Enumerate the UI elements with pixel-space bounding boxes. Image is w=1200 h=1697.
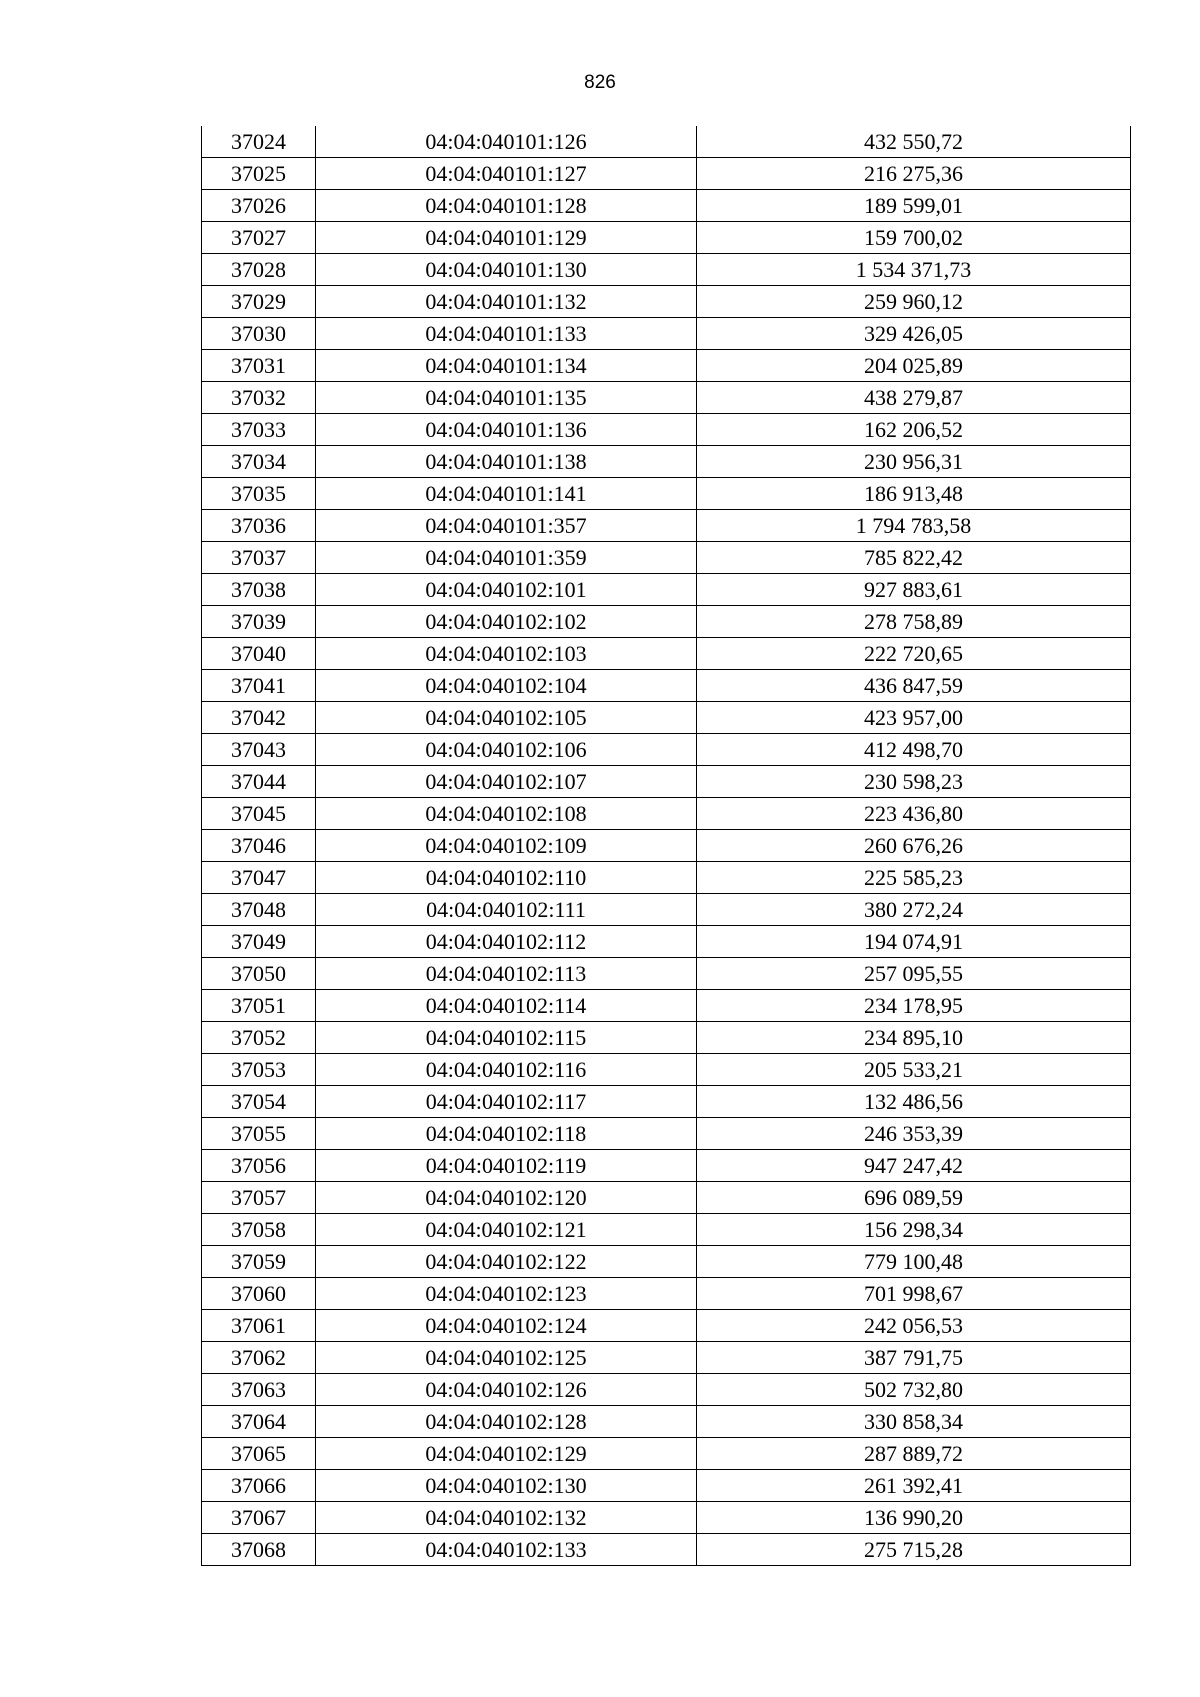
table-row — [202, 830, 1131, 862]
cadastral-value-cell: 223 436,80 — [697, 798, 1131, 830]
cadastral-value-cell: 257 095,55 — [697, 958, 1131, 990]
row-number-cell: 37025 — [202, 158, 316, 190]
table-row — [202, 1022, 1131, 1054]
cadastral-number-cell: 04:04:040102:132 — [316, 1502, 697, 1534]
row-number-cell: 37034 — [202, 446, 316, 478]
row-number-cell: 37053 — [202, 1054, 316, 1086]
table-row — [202, 478, 1131, 510]
cadastral-number-cell: 04:04:040101:126 — [316, 126, 697, 158]
table-row — [202, 574, 1131, 606]
cadastral-value-cell: 287 889,72 — [697, 1438, 1131, 1470]
table-row — [202, 126, 1131, 158]
cadastral-number-cell: 04:04:040102:108 — [316, 798, 697, 830]
row-number-cell: 37059 — [202, 1246, 316, 1278]
table-row — [202, 1342, 1131, 1374]
cadastral-value-cell: 261 392,41 — [697, 1470, 1131, 1502]
row-number-cell: 37058 — [202, 1214, 316, 1246]
cadastral-number-cell: 04:04:040102:125 — [316, 1342, 697, 1374]
table-row — [202, 1246, 1131, 1278]
row-number-cell: 37055 — [202, 1118, 316, 1150]
row-number-cell: 37043 — [202, 734, 316, 766]
table-row — [202, 510, 1131, 542]
row-number-cell: 37039 — [202, 606, 316, 638]
cadastral-value-cell: 222 720,65 — [697, 638, 1131, 670]
cadastral-value-cell: 380 272,24 — [697, 894, 1131, 926]
row-number-cell: 37029 — [202, 286, 316, 318]
cadastral-number-cell: 04:04:040102:106 — [316, 734, 697, 766]
cadastral-number-cell: 04:04:040102:120 — [316, 1182, 697, 1214]
cadastral-number-cell: 04:04:040102:129 — [316, 1438, 697, 1470]
table-row — [202, 862, 1131, 894]
row-number-cell: 37028 — [202, 254, 316, 286]
row-number-cell: 37052 — [202, 1022, 316, 1054]
cadastral-number-cell: 04:04:040102:110 — [316, 862, 697, 894]
table-row — [202, 158, 1131, 190]
cadastral-number-cell: 04:04:040101:136 — [316, 414, 697, 446]
table-row — [202, 1118, 1131, 1150]
cadastral-value-cell: 194 074,91 — [697, 926, 1131, 958]
table-row — [202, 1086, 1131, 1118]
cadastral-number-cell: 04:04:040101:127 — [316, 158, 697, 190]
cadastral-number-cell: 04:04:040102:107 — [316, 766, 697, 798]
cadastral-value-cell: 242 056,53 — [697, 1310, 1131, 1342]
table-body — [202, 126, 1131, 1566]
cadastral-number-cell: 04:04:040102:115 — [316, 1022, 697, 1054]
cadastral-value-cell: 189 599,01 — [697, 190, 1131, 222]
row-number-cell: 37047 — [202, 862, 316, 894]
cadastral-value-cell: 259 960,12 — [697, 286, 1131, 318]
row-number-cell: 37063 — [202, 1374, 316, 1406]
row-number-cell: 37027 — [202, 222, 316, 254]
cadastral-number-cell: 04:04:040101:132 — [316, 286, 697, 318]
cadastral-value-cell: 947 247,42 — [697, 1150, 1131, 1182]
cadastral-number-cell: 04:04:040101:357 — [316, 510, 697, 542]
cadastral-value-cell: 186 913,48 — [697, 478, 1131, 510]
table-row — [202, 1406, 1131, 1438]
table-row — [202, 1182, 1131, 1214]
cadastral-value-cell: 432 550,72 — [697, 126, 1131, 158]
cadastral-number-cell: 04:04:040102:133 — [316, 1534, 697, 1566]
row-number-cell: 37035 — [202, 478, 316, 510]
cadastral-number-cell: 04:04:040102:109 — [316, 830, 697, 862]
row-number-cell: 37064 — [202, 1406, 316, 1438]
cadastral-value-cell: 159 700,02 — [697, 222, 1131, 254]
cadastral-number-cell: 04:04:040102:123 — [316, 1278, 697, 1310]
cadastral-value-cell: 234 178,95 — [697, 990, 1131, 1022]
row-number-cell: 37026 — [202, 190, 316, 222]
row-number-cell: 37060 — [202, 1278, 316, 1310]
cadastral-value-cell: 1 794 783,58 — [697, 510, 1131, 542]
cadastral-value-cell: 225 585,23 — [697, 862, 1131, 894]
row-number-cell: 37037 — [202, 542, 316, 574]
cadastral-number-cell: 04:04:040101:134 — [316, 350, 697, 382]
table-row — [202, 734, 1131, 766]
cadastral-value-cell: 136 990,20 — [697, 1502, 1131, 1534]
cadastral-value-cell: 156 298,34 — [697, 1214, 1131, 1246]
table-row — [202, 1278, 1131, 1310]
cadastral-value-cell: 230 598,23 — [697, 766, 1131, 798]
cadastral-value-cell: 230 956,31 — [697, 446, 1131, 478]
row-number-cell: 37044 — [202, 766, 316, 798]
table-row — [202, 1310, 1131, 1342]
page-number: 826 — [584, 72, 616, 93]
cadastral-value-cell: 278 758,89 — [697, 606, 1131, 638]
table-row — [202, 798, 1131, 830]
table-row — [202, 926, 1131, 958]
cadastral-number-cell: 04:04:040102:101 — [316, 574, 697, 606]
table-row — [202, 958, 1131, 990]
cadastral-value-cell: 412 498,70 — [697, 734, 1131, 766]
cadastral-value-cell: 205 533,21 — [697, 1054, 1131, 1086]
row-number-cell: 37065 — [202, 1438, 316, 1470]
cadastral-value-cell: 1 534 371,73 — [697, 254, 1131, 286]
cadastral-value-cell: 423 957,00 — [697, 702, 1131, 734]
cadastral-number-cell: 04:04:040102:119 — [316, 1150, 697, 1182]
row-number-cell: 37042 — [202, 702, 316, 734]
row-number-cell: 37041 — [202, 670, 316, 702]
row-number-cell: 37030 — [202, 318, 316, 350]
cadastral-value-cell: 132 486,56 — [697, 1086, 1131, 1118]
row-number-cell: 37050 — [202, 958, 316, 990]
row-number-cell: 37040 — [202, 638, 316, 670]
table-row — [202, 1470, 1131, 1502]
cadastral-value-cell: 927 883,61 — [697, 574, 1131, 606]
row-number-cell: 37024 — [202, 126, 316, 158]
cadastral-number-cell: 04:04:040101:133 — [316, 318, 697, 350]
row-number-cell: 37054 — [202, 1086, 316, 1118]
cadastral-value-cell: 502 732,80 — [697, 1374, 1131, 1406]
table-row — [202, 414, 1131, 446]
cadastral-value-cell: 436 847,59 — [697, 670, 1131, 702]
cadastral-value-cell: 701 998,67 — [697, 1278, 1131, 1310]
table-row — [202, 1150, 1131, 1182]
cadastral-value-cell: 275 715,28 — [697, 1534, 1131, 1566]
table-row — [202, 1502, 1131, 1534]
row-number-cell: 37062 — [202, 1342, 316, 1374]
row-number-cell: 37033 — [202, 414, 316, 446]
row-number-cell: 37045 — [202, 798, 316, 830]
cadastral-value-cell: 234 895,10 — [697, 1022, 1131, 1054]
cadastral-value-cell: 329 426,05 — [697, 318, 1131, 350]
table-row — [202, 702, 1131, 734]
cadastral-value-cell: 204 025,89 — [697, 350, 1131, 382]
row-number-cell: 37036 — [202, 510, 316, 542]
cadastral-number-cell: 04:04:040102:126 — [316, 1374, 697, 1406]
cadastral-number-cell: 04:04:040102:114 — [316, 990, 697, 1022]
table-row — [202, 350, 1131, 382]
cadastral-number-cell: 04:04:040102:130 — [316, 1470, 697, 1502]
row-number-cell: 37068 — [202, 1534, 316, 1566]
cadastral-value-cell: 696 089,59 — [697, 1182, 1131, 1214]
cadastral-number-cell: 04:04:040102:102 — [316, 606, 697, 638]
row-number-cell: 37038 — [202, 574, 316, 606]
table-row — [202, 606, 1131, 638]
cadastral-number-cell: 04:04:040101:135 — [316, 382, 697, 414]
table-row — [202, 990, 1131, 1022]
row-number-cell: 37048 — [202, 894, 316, 926]
cadastral-value-table — [201, 126, 1131, 1566]
cadastral-number-cell: 04:04:040102:112 — [316, 926, 697, 958]
table-row — [202, 1374, 1131, 1406]
table-row — [202, 382, 1131, 414]
row-number-cell: 37046 — [202, 830, 316, 862]
cadastral-number-cell: 04:04:040102:117 — [316, 1086, 697, 1118]
cadastral-number-cell: 04:04:040102:116 — [316, 1054, 697, 1086]
cadastral-value-cell: 246 353,39 — [697, 1118, 1131, 1150]
row-number-cell: 37067 — [202, 1502, 316, 1534]
row-number-cell: 37032 — [202, 382, 316, 414]
table-row — [202, 1534, 1131, 1566]
row-number-cell: 37057 — [202, 1182, 316, 1214]
table-row — [202, 638, 1131, 670]
cadastral-number-cell: 04:04:040102:113 — [316, 958, 697, 990]
cadastral-number-cell: 04:04:040102:105 — [316, 702, 697, 734]
table-row — [202, 190, 1131, 222]
cadastral-number-cell: 04:04:040102:124 — [316, 1310, 697, 1342]
table-row — [202, 222, 1131, 254]
cadastral-number-cell: 04:04:040102:122 — [316, 1246, 697, 1278]
cadastral-number-cell: 04:04:040102:128 — [316, 1406, 697, 1438]
row-number-cell: 37051 — [202, 990, 316, 1022]
cadastral-value-cell: 785 822,42 — [697, 542, 1131, 574]
cadastral-number-cell: 04:04:040101:359 — [316, 542, 697, 574]
cadastral-number-cell: 04:04:040101:138 — [316, 446, 697, 478]
cadastral-value-cell: 162 206,52 — [697, 414, 1131, 446]
table-row — [202, 894, 1131, 926]
cadastral-value-cell: 260 676,26 — [697, 830, 1131, 862]
table-row — [202, 1438, 1131, 1470]
cadastral-number-cell: 04:04:040102:118 — [316, 1118, 697, 1150]
row-number-cell: 37056 — [202, 1150, 316, 1182]
table-row — [202, 766, 1131, 798]
table-row — [202, 286, 1131, 318]
cadastral-number-cell: 04:04:040102:111 — [316, 894, 697, 926]
cadastral-number-cell: 04:04:040102:121 — [316, 1214, 697, 1246]
table-row — [202, 670, 1131, 702]
table-row — [202, 542, 1131, 574]
row-number-cell: 37066 — [202, 1470, 316, 1502]
cadastral-number-cell: 04:04:040102:103 — [316, 638, 697, 670]
cadastral-value-cell: 438 279,87 — [697, 382, 1131, 414]
cadastral-number-cell: 04:04:040101:129 — [316, 222, 697, 254]
cadastral-value-cell: 330 858,34 — [697, 1406, 1131, 1438]
table-row — [202, 1214, 1131, 1246]
table-row — [202, 1054, 1131, 1086]
cadastral-value-cell: 779 100,48 — [697, 1246, 1131, 1278]
cadastral-value-cell: 387 791,75 — [697, 1342, 1131, 1374]
table-row — [202, 254, 1131, 286]
row-number-cell: 37061 — [202, 1310, 316, 1342]
table-row — [202, 446, 1131, 478]
table-row — [202, 318, 1131, 350]
cadastral-number-cell: 04:04:040101:128 — [316, 190, 697, 222]
cadastral-number-cell: 04:04:040102:104 — [316, 670, 697, 702]
cadastral-number-cell: 04:04:040101:130 — [316, 254, 697, 286]
row-number-cell: 37031 — [202, 350, 316, 382]
cadastral-number-cell: 04:04:040101:141 — [316, 478, 697, 510]
row-number-cell: 37049 — [202, 926, 316, 958]
cadastral-value-cell: 216 275,36 — [697, 158, 1131, 190]
